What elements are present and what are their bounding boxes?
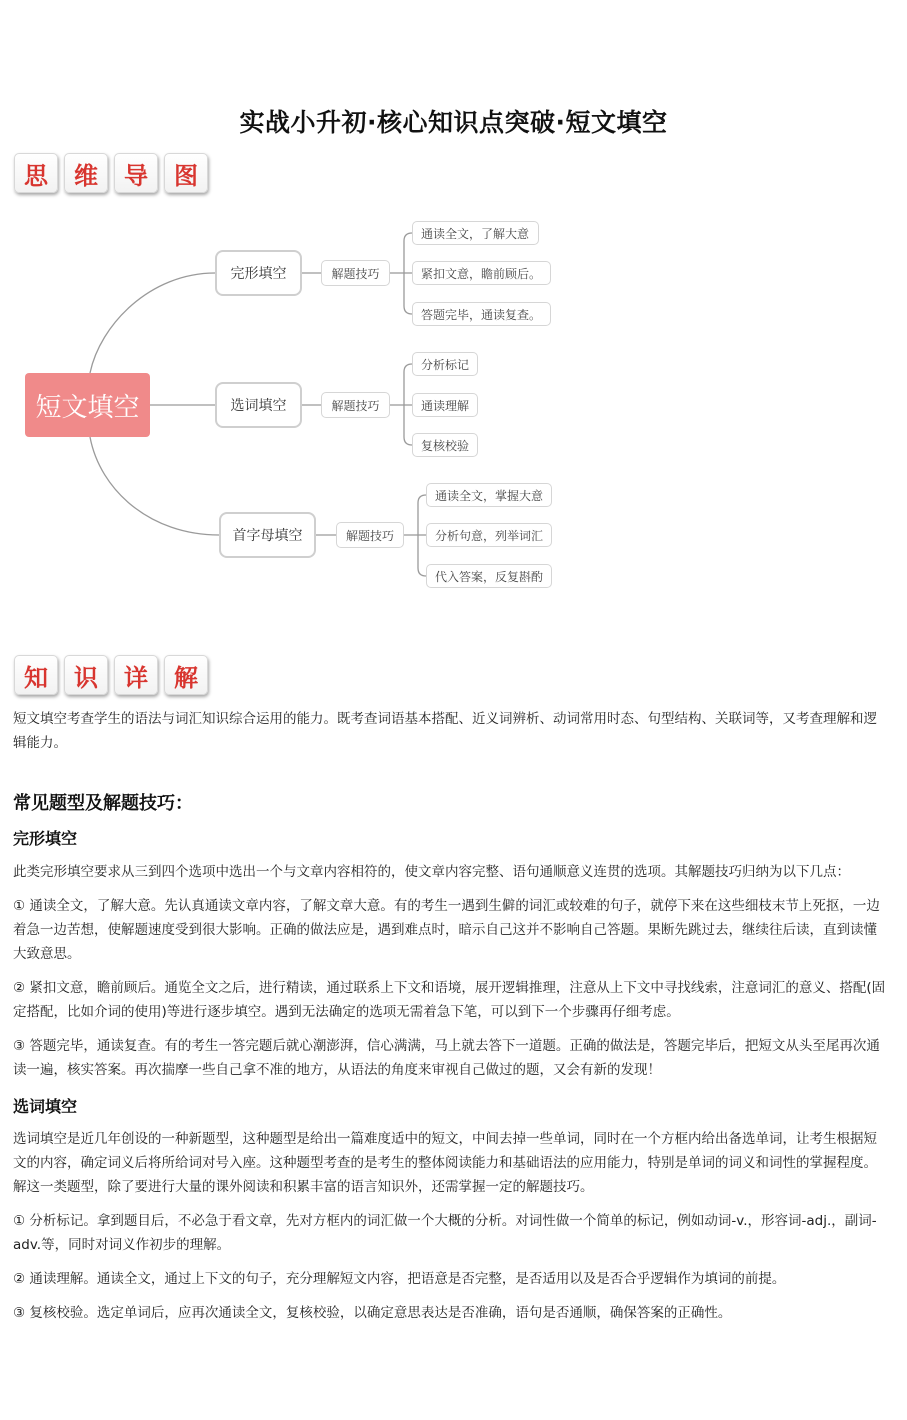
word-choice-description: 选词填空是近几年创设的一种新题型，这种题型是给出一篇难度适中的短文，中间去掉一些单词，同时在一个方框内给出备选单词，让考生根据短文的内容，确定词义后将所给词对号入座。这种题型考查的是考生的整体阅读能力和基础语法的应用能力，特别是单词的词义和词性的掌握程度。解这一类题型，除了要进行大量的课外阅读和积累丰富的语言知识外，还需掌握一定的解题技巧。: [13, 1131, 877, 1195]
mindmap-badge-row: [14, 153, 208, 193]
badge-char: 导: [114, 153, 158, 193]
cloze-description: 此类完形填空要求从三到四个选项中选出一个与文章内容相符的，使文章内容完整、语句通顺意义连贯的选项。其解题技巧归纳为以下几点：: [13, 864, 850, 880]
technique-initial-letter: 解题技巧: [336, 522, 404, 548]
section-heading: 常见题型及解题技巧：: [13, 793, 193, 814]
leaf-choice-1: 分析标记: [412, 352, 478, 376]
leaf-choice-3: 复核校验: [412, 433, 478, 457]
leaf-initial-1: 通读全文，掌握大意: [426, 483, 552, 507]
word-choice-tip-3: ③ 复核校验。选定单词后，应再次通读全文，复核校验，以确定意思表达是否准确，语句是否通顺，确保答案的正确性。: [13, 1305, 732, 1321]
leaf-choice-2: 通读理解: [412, 393, 478, 417]
badge-char: 识: [64, 655, 108, 695]
word-choice-tip-1: ① 分析标记。拿到题目后，不必急于看文章，先对方框内的词汇做一个大概的分析。对词性做一个简单的标记，例如动词-v.，形容词-adj.，副词-adv.等，同时对词义作初步的理解。: [13, 1213, 877, 1253]
intro-paragraph: 短文填空考查学生的语法与词汇知识综合运用的能力。既考查词语基本搭配、近义词辨析、动词常用时态、句型结构、关联词等，又考查理解和逻辑能力。: [13, 711, 877, 751]
leaf-cloze-3: 答题完毕，通读复查。: [412, 302, 551, 326]
connector-root-initial: [90, 437, 219, 535]
knowledge-badge-row: [14, 655, 208, 695]
leaf-initial-2: 分析句意，列举词汇: [426, 523, 552, 547]
leaf-initial-3: 代入答案，反复斟酌: [426, 564, 552, 588]
badge-char: 维: [64, 153, 108, 193]
branch-word-choice: 选词填空: [215, 382, 302, 428]
leaf-cloze-2: 紧扣文意，瞻前顾后。: [412, 261, 551, 285]
badge-char: 知: [14, 655, 58, 695]
word-choice-tip-2: ② 通读理解。通读全文，通过上下文的句子，充分理解短文内容，把语意是否完整，是否适用以及是否合乎逻辑作为填词的前提。: [13, 1271, 786, 1287]
badge-char: 详: [114, 655, 158, 695]
branch-initial-letter: 首字母填空: [219, 512, 316, 558]
badge-char: 图: [164, 153, 208, 193]
mindmap-root: 短文填空: [25, 373, 150, 437]
connector-root-cloze: [90, 273, 215, 373]
word-choice-heading: 选词填空: [13, 1097, 78, 1116]
branch-cloze: 完形填空: [215, 250, 302, 296]
badge-char: 思: [14, 153, 58, 193]
badge-char: 解: [164, 655, 208, 695]
technique-word-choice: 解题技巧: [321, 392, 390, 418]
cloze-tip-3: ③ 答题完毕，通读复查。有的考生一答完题后就心潮澎湃，信心满满，马上就去答下一道题。正确的做法是，答题完毕后，把短文从头至尾再次通读一遍，核实答案。再次揣摩一些自己拿不准的地方，从语法的角度来审视自己做过的题，又会有新的发现！: [13, 1038, 880, 1078]
page-title: 实战小升初·核心知识点突破·短文填空: [239, 108, 668, 137]
leaf-cloze-1: 通读全文，了解大意: [412, 221, 539, 245]
cloze-tip-1: ① 通读全文，了解大意。先认真通读文章内容，了解文章大意。有的考生一遇到生僻的词汇或较难的句子，就停下来在这些细枝末节上死抠，一边着急一边苦想，使解题速度受到很大影响。正确的做法应是，遇到难点时，暗示自己这并不影响自己答题。果断先跳过去，继续往后读，直到读懂大致意思。: [13, 898, 880, 962]
cloze-heading: 完形填空: [13, 829, 78, 848]
cloze-tip-2: ② 紧扣文意，瞻前顾后。通览全文之后，进行精读，通过联系上下文和语境，展开逻辑推理，注意从上下文中寻找线索，注意词汇的意义、搭配(固定搭配，比如介词的使用)等进行逐步填空。遇到无法确定的选项无需着急下笔，可以到下一个步骤再仔细考虑。: [13, 980, 886, 1020]
technique-cloze: 解题技巧: [321, 260, 390, 286]
